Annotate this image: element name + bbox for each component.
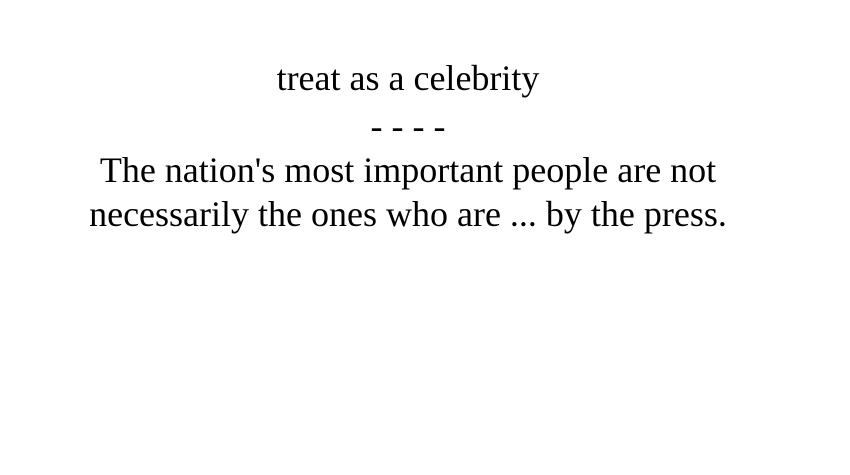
separator-dashes: - - - -	[370, 106, 446, 146]
sentence-line-2: necessarily the ones who are ... by the press.	[89, 194, 727, 234]
example-sentence	[0, 148, 816, 236]
prompt-phrase: treat as a celebrity	[276, 58, 540, 98]
sentence-line-1: The nation's most important people are not	[99, 150, 717, 190]
